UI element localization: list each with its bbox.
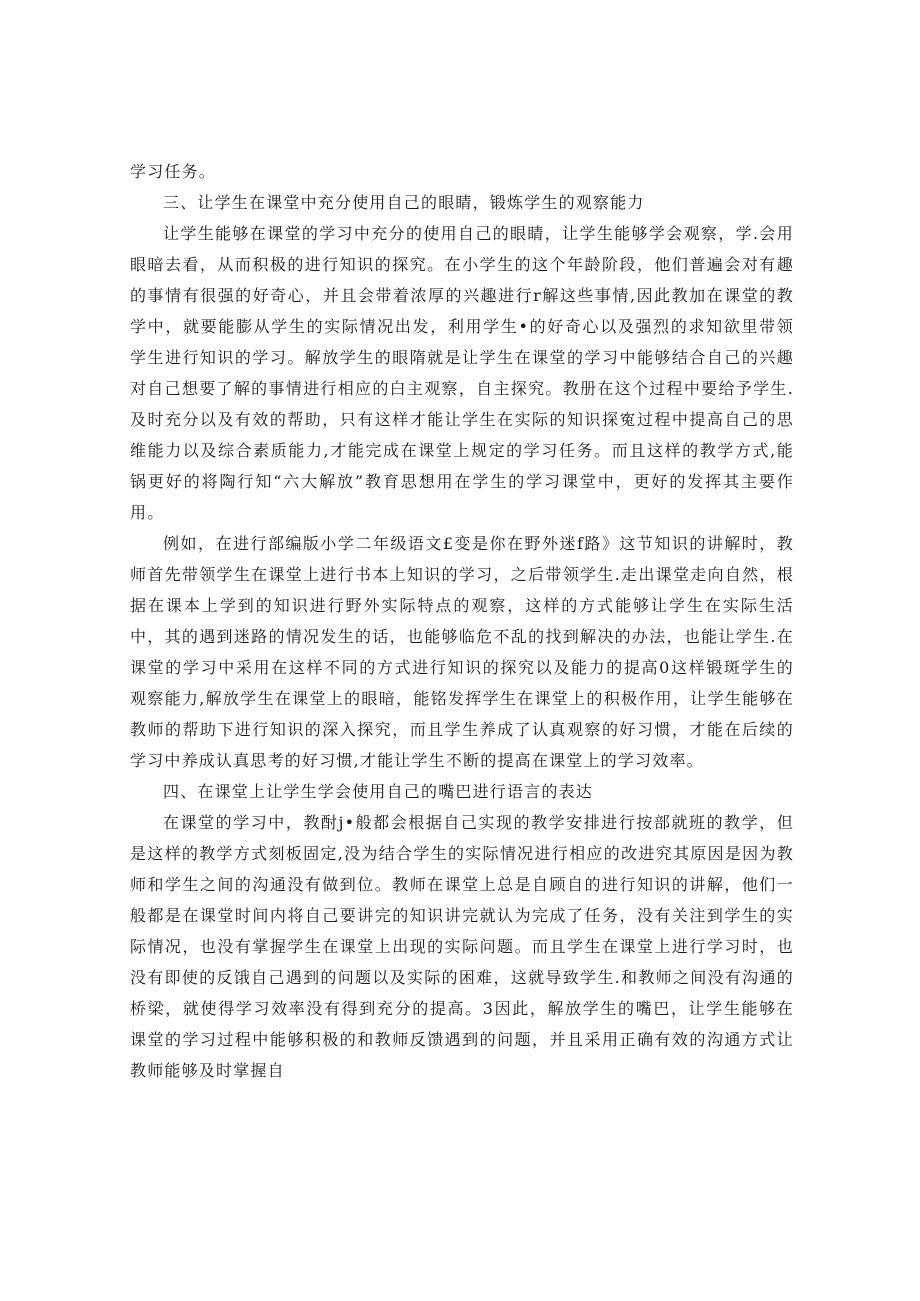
section-heading-three: 三、让学生在课堂中充分使用自己的眼睛，锻炼学生的观察能力: [163, 193, 645, 212]
section-heading-four: 四、在课堂上让学生学会使用自己的嘴巴进行语言的表达: [163, 782, 594, 801]
paragraph-eyes: 让学生能够在课堂的学习中充分的使用自己的眼睛，让学生能够学会观察，学.会用眼暗去看，从而积极的进行知识的探究。在小学生的这个年龄阶段，他们普遍会对有趣的事情有很强的好奇心，并且会带着浓厚的兴趣进行r解这些事情,因此教加在课堂的教学中，就要能膨从学生的实际情况出发，利用学生•的好奇心以及强烈的求知欲里带领学生进行知识的学习。解放学生的眼隋就是让学生在课堂的学习中能够结合自己的兴趣对自己想要了解的事情进行相应的白主观察，自主探究。教册在这个过程中要给予学生.及时充分以及有效的帮助，只有这样才能让学生在实际的知识探寃过程中提高自己的思维能力以及综合素质能力,才能完成在课堂上规定的学习任务。而且这样的教学方式,能锅更好的将陶行知“六大解放”教育思想用在学生的学习课堂中，更好的发挥其主要作用。: [130, 224, 794, 522]
paragraph-mouth: 在课堂的学习中，教酎j•般都会根据自己实现的教学安排进行按部就班的教学，但是这样的教学方式刻板固定,没为结合学生的实际情况进行相应的改进究其原因是因为教师和学生之间的沟通没有做到位。教师在课堂上总是自顾自的进行知识的讲解，他们一般都是在课堂时间内将自己要讲完的知识讲完就认为完成了任务，没有关注到学生的实际情况，也没有掌握学生在课堂上出现的实际问题。而且学生在课堂上进行学习时，也没有即使的反饿自己遇到的问题以及实际的困难，这就导致学生.和教师之间没有沟通的桥梁，就使得学习效率没有得到充分的提高。3因此，解放学生的嘴巴，让学生能够在课堂的学习过程中能够积极的和教师反馈遇到的问题，并且采用正确有效的沟通方式让教师能够及时掌握自: [130, 813, 794, 1080]
paragraph-example: 例如，在进行部编版小学二年级语文£变是你在野外迷f路》这节知识的讲解时，教师首先带领学生在课堂上进行书本上知识的学习，之后带领学生.走出课堂走向自然，根据在课本上学到的知识进行野外实际特点的观察，这样的方式能够让学生在实际生活中，其的遇到迷路的情况发生的话，也能够临危不乱的找到解决的办法，也能让学生.在课堂的学习中采用在这样不同的方式进行知识的探究以及能力的提高0这样锻斑学生的观察能力,解放学生在课堂上的眼暗，能铭发挥学生在课堂上的积极作用，让学生能够在教师的帮助下进行知识的深入探究，而且学生养成了认真观察的好习惯，才能在后续的学习中养成认真思考的好习惯,才能让学生不断的提高在课堂上的学习效率。: [130, 534, 794, 770]
paragraph-continued: 学习任务。: [130, 162, 217, 181]
document-body: [130, 156, 794, 1086]
